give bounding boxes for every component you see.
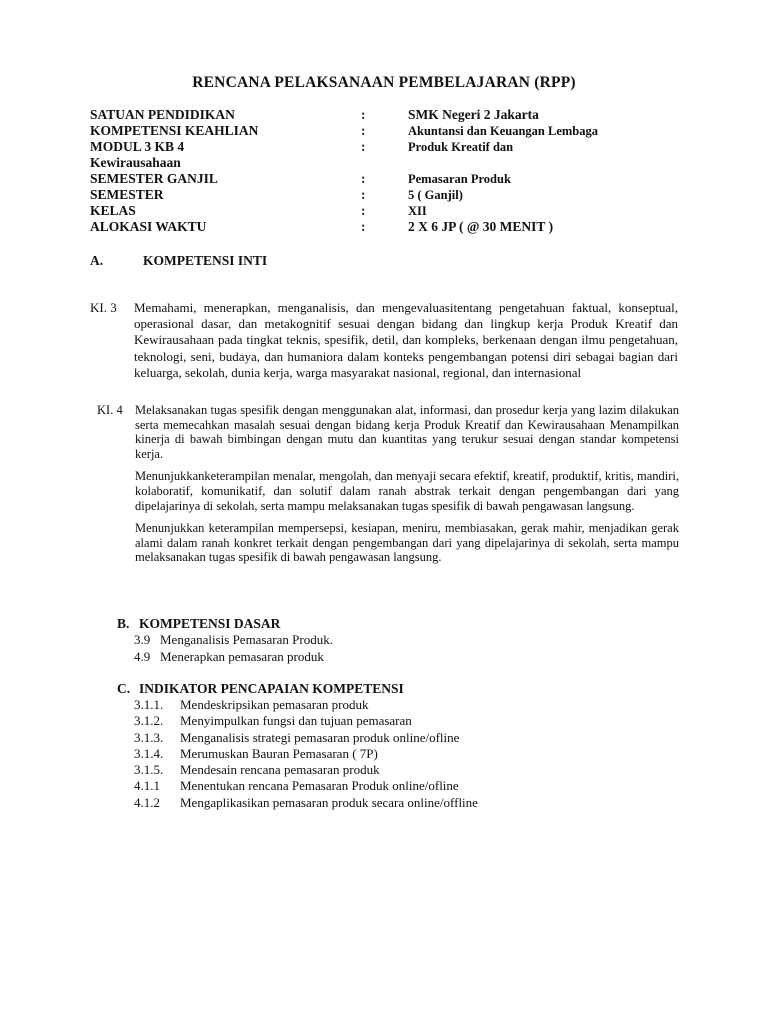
ki3-block	[90, 300, 678, 381]
item-number: 3.1.4.	[134, 745, 164, 761]
info-row-modul	[90, 139, 710, 155]
info-label: SEMESTER GANJIL	[90, 171, 218, 186]
list-item	[134, 746, 478, 762]
info-row-satuan	[90, 107, 710, 123]
info-value: 5 ( Ganjil)	[408, 188, 463, 202]
info-value: 2 X 6 JP ( @ 30 MENIT )	[408, 219, 554, 234]
info-row-semester	[90, 187, 710, 203]
info-colon: :	[361, 219, 366, 234]
info-value: Akuntansi dan Keuangan Lembaga	[408, 124, 598, 138]
item-number: 3.1.1.	[134, 697, 164, 712]
item-text: Menganalisis Pemasaran Produk.	[160, 632, 333, 647]
section-c	[117, 681, 478, 811]
info-row-alokasi	[90, 219, 710, 235]
item-text: Mendesain rencana pemasaran produk	[180, 762, 380, 778]
info-row-kompetensi	[90, 123, 710, 139]
item-number: 4.9	[134, 648, 151, 664]
info-label: SEMESTER	[90, 187, 164, 202]
info-colon: :	[361, 203, 366, 218]
info-label: Kewirausahaan	[90, 155, 181, 170]
item-text: Menentukan rencana Pemasaran Produk online/ofline	[180, 778, 459, 794]
info-label: ALOKASI WAKTU	[90, 219, 207, 234]
item-number: 3.9	[134, 632, 151, 647]
item-text: Menerapkan pemasaran produk	[160, 648, 324, 664]
item-text: Mengaplikasikan pemasaran produk secara online/offline	[180, 794, 478, 810]
ki3-text: Memahami, menerapkan, menganalisis, dan mengevaluasitentang pengetahuan faktual, konseptual, operasional dasar, dan metakognitif sesuai dengan bidang dan lingkup kerja Produk Kreatif dan Kewirausahaan pada tingkat teknis, spesifik, detil, dan kompleks, berkenaan dengan ilmu pengetahuan, teknologi, seni, budaya, dan humaniora dalam konteks pengembangan potensi diri sebagai bagian dari keluarga, sekolah, dunia kerja, warga masyarakat nasional, regional, dan internasional	[134, 300, 678, 380]
ki4-tag: KI. 4	[97, 403, 123, 417]
item-number: 4.1.2	[134, 794, 160, 810]
ki4-block	[97, 403, 679, 565]
list-item	[134, 697, 478, 713]
info-label: SATUAN PENDIDIKAN	[90, 107, 235, 122]
page-title: RENCANA PELAKSANAAN PEMBELAJARAN (RPP)	[192, 74, 576, 91]
info-value: Produk Kreatif dan	[408, 140, 514, 154]
info-colon: :	[361, 171, 366, 186]
list-item	[134, 713, 478, 729]
list-item	[134, 730, 478, 746]
info-colon: :	[361, 123, 366, 138]
info-label: KOMPETENSI KEAHLIAN	[90, 123, 259, 138]
list-item	[134, 778, 478, 794]
item-text: Menyimpulkan fungsi dan tujuan pemasaran	[180, 713, 412, 729]
info-colon: :	[361, 107, 366, 122]
info-value: SMK Negeri 2 Jakarta	[408, 107, 539, 122]
item-number: 3.1.5.	[134, 762, 164, 778]
info-colon: :	[361, 187, 366, 202]
info-label: KELAS	[90, 203, 136, 218]
section-c-heading	[117, 681, 478, 697]
ki4-text: Melaksanakan tugas spesifik dengan menggunakan alat, informasi, dan prosedur kerja yang lazim dilakukan serta memecahkan masalah sesuai dengan bidang kerja Produk Kreatif dan Kewirausahaan Menampilkan kinerja di bawah bimbingan dengan mutu dan kuantitas yang terukur sesuai dengan standar kompetensi kerja.	[135, 403, 679, 461]
section-title: KOMPETENSI DASAR	[139, 616, 281, 631]
section-title: KOMPETENSI INTI	[143, 253, 268, 268]
ki3-tag: KI. 3	[90, 300, 117, 315]
section-b	[117, 616, 333, 665]
info-label: MODUL 3 KB 4	[90, 139, 185, 154]
info-row-modul-cont	[90, 155, 710, 171]
info-value: XII	[408, 204, 427, 218]
section-a-heading	[90, 253, 267, 269]
section-b-heading	[117, 616, 333, 632]
info-row-kelas	[90, 203, 710, 219]
list-item	[134, 795, 478, 811]
section-title: INDIKATOR PENCAPAIAN KOMPETENSI	[139, 681, 404, 696]
info-row-semester-ganjil	[90, 171, 710, 187]
list-item	[134, 649, 333, 666]
item-number: 4.1.1	[134, 778, 160, 794]
item-number: 3.1.2.	[134, 713, 164, 729]
section-letter: B.	[117, 616, 130, 631]
section-letter: C.	[117, 681, 131, 696]
list-item	[134, 632, 333, 649]
ki4-paragraph-3: Menunjukkan keterampilan mempersepsi, kesiapan, meniru, membiasakan, gerak mahir, menjadikan gerak alami dalam ranah konkret terkait dengan pengembangan dari yang dipelajarinya di sekolah, serta mampu melaksanakan tugas spesifik di bawah pengawasan langsung.	[135, 521, 679, 565]
item-number: 3.1.3.	[134, 729, 164, 745]
list-item	[134, 762, 478, 778]
ki4-paragraph-2: Menunjukkanketerampilan menalar, mengolah, dan menyaji secara efektif, kreatif, produktif, kritis, mandiri, kolaboratif, komunikatif, dan solutif dalam ranah abstrak terkait dengan pengembangan dari yang dipelajarinya di sekolah, serta mampu melaksanakan tugas spesifik di bawah pengawasan langsung.	[135, 469, 679, 513]
item-text: Merumuskan Bauran Pemasaran ( 7P)	[180, 745, 378, 761]
item-text: Mendeskripsikan pemasaran produk	[180, 697, 369, 712]
identity-table	[90, 107, 710, 235]
section-number: A.	[90, 253, 104, 268]
info-colon: :	[361, 139, 366, 154]
item-text: Menganalisis strategi pemasaran produk online/ofline	[180, 729, 460, 745]
info-value: Pemasaran Produk	[408, 172, 511, 186]
